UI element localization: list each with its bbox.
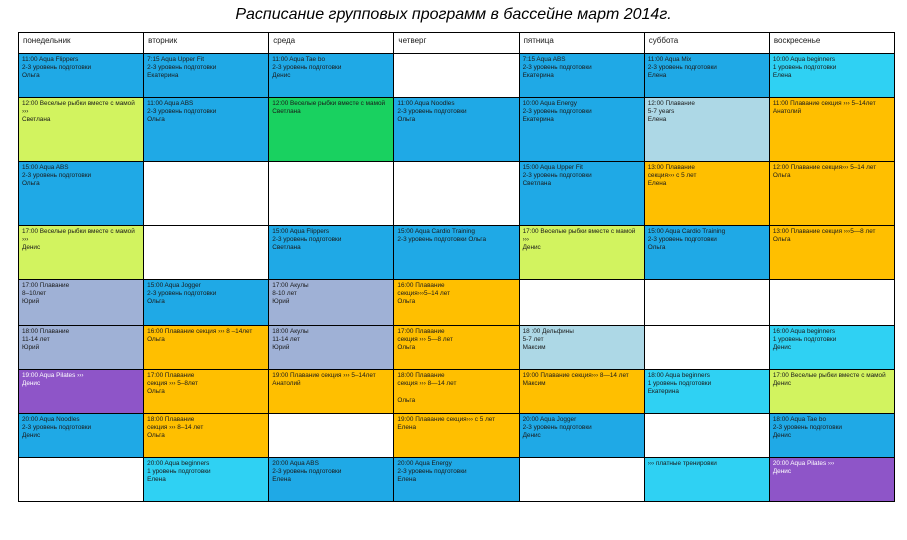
class-text: 18:00 Aqua beginners 1 уровень подготовки Екатерина xyxy=(647,372,712,396)
class-text: 13:00 Плавание секция ›››5—8 лет Ольга xyxy=(772,228,876,244)
class-text: 10:00 Aqua beginners 1 уровень подготовки Елена xyxy=(772,56,837,80)
class-text: 11:00 Aqua Mix 2-3 уровень подготовки Елена xyxy=(647,56,717,80)
schedule-cell-thursday xyxy=(394,98,519,162)
schedule-cell-tuesday xyxy=(144,370,269,414)
schedule-cell-saturday xyxy=(644,370,769,414)
class-text: 20:00 Aqua Energy 2-3 уровень подготовки Елена xyxy=(397,460,467,484)
schedule-cell-friday xyxy=(519,370,644,414)
class-text: 15:00 Aqua Jogger 2-3 уровень подготовки Ольга xyxy=(147,282,217,306)
schedule-cell-tuesday xyxy=(144,162,269,226)
class-text: 7:15 Aqua ABS 2-3 уровень подготовки Екатерина xyxy=(522,56,592,80)
schedule-cell-sunday xyxy=(769,370,894,414)
class-text: ››› платные тренировки xyxy=(647,460,717,467)
schedule-cell-wednesday xyxy=(269,458,394,502)
class-text: 11:00 Aqua Tae bo 2-3 уровень подготовки Денис xyxy=(272,56,342,80)
schedule-row xyxy=(19,458,895,502)
class-text: 17:00 Веселые рыбки вместе с мамой Денис xyxy=(772,372,886,388)
schedule-cell-wednesday xyxy=(269,98,394,162)
class-text: 15:00 Aqua Cardio Training 2-3 уровень подготовки Ольга xyxy=(647,228,726,252)
days-header-row xyxy=(19,33,895,54)
schedule-cell-friday xyxy=(519,162,644,226)
class-text: 18 :00 Дельфины 5-7 лет Максим xyxy=(522,328,574,352)
class-text: 19:00 Плавание секция››› 8—14 лет Максим xyxy=(522,372,629,388)
schedule-cell-thursday xyxy=(394,226,519,280)
schedule-cell-tuesday xyxy=(144,98,269,162)
class-text: 18:00 Плавание секция ››› 8—14 лет Ольга xyxy=(397,372,457,404)
schedule-cell-monday xyxy=(19,98,144,162)
class-text: 17:00 Веселые рыбки вместе с мамой ››› Денис xyxy=(522,228,636,252)
class-text: 18:00 Акулы 11-14 лет Юрий xyxy=(272,328,309,352)
class-text: 17:00 Веселые рыбки вместе с мамой ››› Денис xyxy=(22,228,135,252)
class-text: 19:00 Aqua Pilates ››› Денис xyxy=(22,372,84,388)
class-text: 7:15 Aqua Upper Fit 2-3 уровень подготовки Екатерина xyxy=(147,56,217,80)
day-header-saturday: суббота xyxy=(644,33,769,54)
schedule-cell-wednesday xyxy=(269,280,394,326)
schedule-cell-thursday xyxy=(394,414,519,458)
schedule-cell-saturday xyxy=(644,226,769,280)
class-text: 12:00 Веселые рыбки вместе с мамой Светлана xyxy=(272,100,386,116)
schedule-cell-saturday xyxy=(644,162,769,226)
schedule-cell-friday xyxy=(519,98,644,162)
class-text: 11:00 Aqua ABS 2-3 уровень подготовки Ольга xyxy=(147,100,217,124)
schedule-cell-saturday xyxy=(644,326,769,370)
class-text: 10:00 Aqua Energy 2-3 уровень подготовки Екатерина xyxy=(522,100,592,124)
class-text: 15:00 Aqua ABS 2-3 уровень подготовки Ольга xyxy=(22,164,92,188)
class-text: 12:00 Плавание 5-7 years Елена xyxy=(647,100,695,124)
schedule-cell-saturday xyxy=(644,98,769,162)
schedule-cell-saturday xyxy=(644,280,769,326)
class-text: 11:00 Aqua Flippers 2-3 уровень подготовки Ольга xyxy=(22,56,92,80)
schedule-cell-friday xyxy=(519,54,644,98)
class-text: 15:00 Aqua Flippers 2-3 уровень подготовки Светлана xyxy=(272,228,342,252)
class-text: 18:00 Плавание 11-14 лет Юрий xyxy=(22,328,70,352)
schedule-cell-thursday xyxy=(394,458,519,502)
class-text: 18:00 Aqua Tae bo 2-3 уровень подготовки Денис xyxy=(772,416,842,440)
schedule-cell-friday xyxy=(519,414,644,458)
schedule-cell-wednesday xyxy=(269,226,394,280)
schedule-cell-monday xyxy=(19,414,144,458)
schedule-cell-sunday xyxy=(769,98,894,162)
day-header-sunday: воскресенье xyxy=(769,33,894,54)
schedule-cell-friday xyxy=(519,458,644,502)
class-text: 19:00 Плавание секция››› с 5 лет Елена xyxy=(397,416,496,432)
schedule-cell-sunday xyxy=(769,414,894,458)
schedule-cell-monday xyxy=(19,54,144,98)
class-text: 12:00 Плавание секция››› 5–14 лет Ольга xyxy=(772,164,877,180)
class-text: 20:00 Aqua Noodles 2-3 уровень подготовки Денис xyxy=(22,416,92,440)
class-text: 17:00 Плавание 8–10лет Юрий xyxy=(22,282,70,306)
schedule-row xyxy=(19,280,895,326)
class-text: 17:00 Акулы 8-10 лет Юрий xyxy=(272,282,309,306)
schedule-cell-wednesday xyxy=(269,414,394,458)
class-text: 18:00 Плавание секция ››› 8–14 лет Ольга xyxy=(147,416,204,440)
day-header-tuesday: вторник xyxy=(144,33,269,54)
day-header-thursday: четверг xyxy=(394,33,519,54)
schedule-cell-sunday xyxy=(769,162,894,226)
class-text: 20:00 Aqua Jogger 2-3 уровень подготовки Денис xyxy=(522,416,592,440)
schedule-cell-tuesday xyxy=(144,458,269,502)
schedule-cell-tuesday xyxy=(144,326,269,370)
class-text: 11:00 Aqua Noodles 2-3 уровень подготовки Ольга xyxy=(397,100,467,124)
schedule-cell-saturday xyxy=(644,458,769,502)
schedule-cell-wednesday xyxy=(269,162,394,226)
schedule-cell-tuesday xyxy=(144,226,269,280)
schedule-cell-sunday xyxy=(769,226,894,280)
schedule-cell-tuesday xyxy=(144,414,269,458)
schedule-cell-tuesday xyxy=(144,54,269,98)
schedule-cell-wednesday xyxy=(269,54,394,98)
schedule-cell-monday xyxy=(19,226,144,280)
schedule-cell-sunday xyxy=(769,326,894,370)
schedule-cell-friday xyxy=(519,280,644,326)
class-text: 17:00 Плавание секция ››› 5—8 лет Ольга xyxy=(397,328,453,352)
class-text: 13:00 Плавание секция››› с 5 лет Елена xyxy=(647,164,697,188)
schedule-cell-thursday xyxy=(394,162,519,226)
schedule-row xyxy=(19,414,895,458)
class-text: 15:00 Aqua Cardio Training 2-3 уровень подготовки Ольга xyxy=(397,228,487,244)
class-text: 20:00 Aqua beginners 1 уровень подготовки Елена xyxy=(147,460,211,484)
class-text: 20:00 Aqua ABS 2-3 уровень подготовки Елена xyxy=(272,460,342,484)
schedule-cell-thursday xyxy=(394,280,519,326)
day-header-monday: понедельник xyxy=(19,33,144,54)
day-header-friday: пятница xyxy=(519,33,644,54)
schedule-cell-sunday xyxy=(769,458,894,502)
schedule-cell-thursday xyxy=(394,370,519,414)
schedule-cell-monday xyxy=(19,162,144,226)
schedule-cell-saturday xyxy=(644,414,769,458)
schedule-table xyxy=(18,32,895,502)
schedule-cell-monday xyxy=(19,458,144,502)
schedule-row xyxy=(19,98,895,162)
class-text: 12:00 Веселые рыбки вместе с мамой ››› Светлана xyxy=(22,100,135,124)
schedule-cell-sunday xyxy=(769,280,894,326)
schedule-cell-wednesday xyxy=(269,326,394,370)
schedule-cell-monday xyxy=(19,370,144,414)
schedule-cell-tuesday xyxy=(144,280,269,326)
schedule-cell-friday xyxy=(519,326,644,370)
schedule-cell-saturday xyxy=(644,54,769,98)
schedule-cell-monday xyxy=(19,280,144,326)
schedule-cell-thursday xyxy=(394,54,519,98)
schedule-row xyxy=(19,54,895,98)
schedule-row xyxy=(19,326,895,370)
class-text: 16:00 Aqua beginners 1 уровень подготовки Денис xyxy=(772,328,837,352)
schedule-cell-wednesday xyxy=(269,370,394,414)
class-text: 16:00 Плавание секция ››› 8 –14лет Ольга xyxy=(147,328,253,344)
class-text: 19:00 Плавание секция ››› 5–14лет Анатолий xyxy=(272,372,376,388)
schedule-row xyxy=(19,162,895,226)
schedule-cell-monday xyxy=(19,326,144,370)
schedule-row xyxy=(19,370,895,414)
schedule-cell-sunday xyxy=(769,54,894,98)
day-header-wednesday: среда xyxy=(269,33,394,54)
schedule-cell-friday xyxy=(519,226,644,280)
schedule-row xyxy=(19,226,895,280)
schedule-body xyxy=(19,54,895,502)
class-text: 15:00 Aqua Upper Fit 2-3 уровень подготовки Светлана xyxy=(522,164,592,188)
page-title: Расписание групповых программ в бассейне март 2014г. xyxy=(235,6,672,23)
class-text: 17:00 Плавание секция ››› 5–8лет Ольга xyxy=(147,372,198,396)
class-text: 20:00 Aqua Pilates ››› Денис xyxy=(772,460,835,476)
class-text: 11:00 Плавание секция ››› 5–14лет Анатолий xyxy=(772,100,876,116)
schedule-cell-thursday xyxy=(394,326,519,370)
class-text: 16:00 Плавание секция›››5–14 лет Ольга xyxy=(397,282,451,306)
